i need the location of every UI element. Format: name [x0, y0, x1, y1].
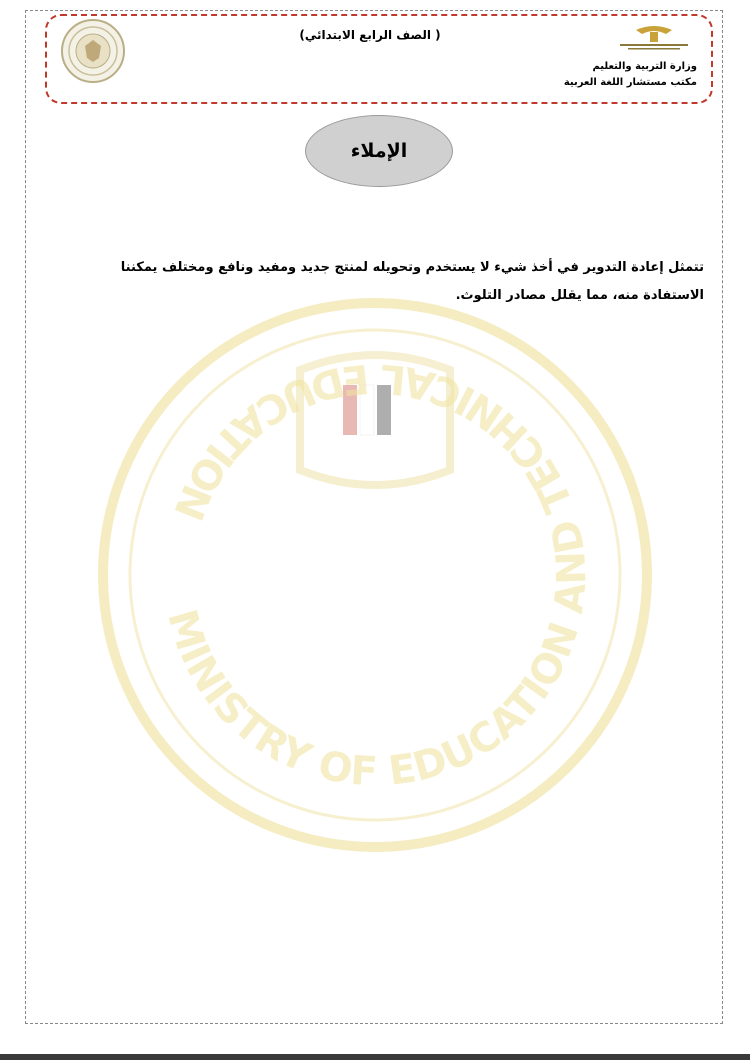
grade-title: ( الصف الرابع الابتدائي) [299, 28, 441, 42]
egypt-eagle-logo [614, 22, 694, 52]
watermark-text: MINISTRY OF EDUCATION AND TECHNICAL EDUCATION [158, 354, 596, 796]
ministry-name: وزارة التربية والتعليم [592, 61, 697, 72]
ministry-watermark [90, 290, 660, 860]
section-title: الإملاء [350, 140, 408, 162]
section-title-ellipse [305, 115, 453, 187]
ministry-seal-logo [60, 18, 126, 84]
office-name: مكتب مستشار اللغة العربية [563, 77, 697, 88]
body-paragraph: تتمثل إعادة التدوير في أخذ شيء لا يستخدم وتحويله لمنتج جديد ومفيد ونافع ومختلف يمكننا الاستفادة منه، مما يقلل مصادر التلوث. [120, 260, 704, 303]
bottom-bar [0, 1054, 750, 1060]
